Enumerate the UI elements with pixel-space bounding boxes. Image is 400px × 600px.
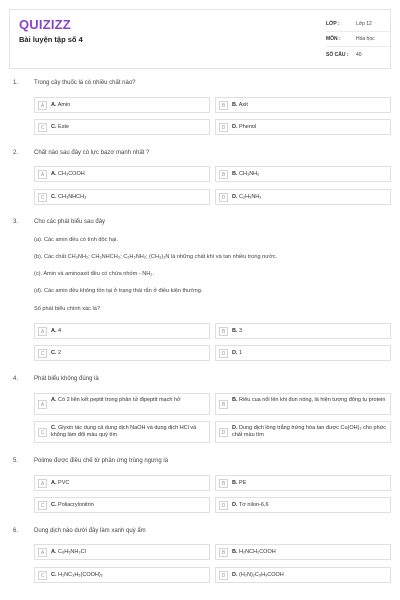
question-text: Chất nào sau đây có lực bazơ mạnh nhất ? (34, 150, 150, 156)
option-letter: A (38, 327, 47, 336)
option-text: D. (H₂N)₂C₅H₉COOH (232, 572, 284, 578)
q3-option-b[interactable] (215, 323, 391, 339)
option-letter: B (219, 170, 228, 179)
meta-row-question-count (326, 47, 390, 62)
option-text: D. Dung dịch lòng trắng trứng hòa tan được Cu(OH)₂ cho phức chất màu tím (232, 425, 387, 438)
option-text: A. CH₃COOH (51, 171, 85, 177)
option-text: D. Tơ nilon-6,6 (232, 502, 269, 508)
option-letter: B (219, 400, 228, 409)
option-letter: A (38, 101, 47, 110)
q3-option-d[interactable] (215, 345, 391, 361)
q1-option-a[interactable] (34, 97, 210, 113)
option-text: C. 2 (51, 350, 62, 356)
q6-option-a[interactable] (34, 544, 210, 560)
option-text: D. 1 (232, 350, 243, 356)
q2-option-b[interactable] (215, 166, 391, 182)
option-text: D. Phenol (232, 124, 257, 130)
worksheet-header (9, 9, 391, 69)
option-letter: A (38, 548, 47, 557)
option-letter: D (219, 123, 228, 132)
option-text: B. CH₃NH₂ (232, 171, 260, 177)
option-letter: A (38, 170, 47, 179)
question-text: Phát biểu không đúng là (34, 376, 99, 382)
question-number: 2. (13, 150, 19, 156)
q1-option-b[interactable] (215, 97, 391, 113)
option-text: B. H₂NCH₂COOH (232, 549, 276, 555)
option-letter: C (38, 349, 47, 358)
option-letter: B (219, 327, 228, 336)
option-letter: D (219, 571, 228, 580)
q1-option-c[interactable] (34, 119, 210, 135)
option-letter: A (38, 400, 47, 409)
worksheet-meta (326, 17, 390, 62)
q2-option-d[interactable] (215, 189, 391, 205)
option-text: A. Có 2 liên kết peptit trong phân tử đipeptit mạch hở (51, 397, 181, 403)
q3-option-c[interactable] (34, 345, 210, 361)
option-letter: C (38, 571, 47, 580)
q5-option-a[interactable] (34, 475, 210, 491)
question-number: 1. (13, 80, 19, 86)
option-letter: C (38, 193, 47, 202)
meta-value: Hóa học (356, 36, 375, 42)
question-number: 6. (13, 528, 19, 534)
option-text: B. PE (232, 480, 247, 486)
question-text: Dung dịch nào dưới đây làm xanh quỳ ẩm (34, 528, 146, 534)
q5-option-c[interactable] (34, 497, 210, 513)
meta-label: MÔN : (326, 36, 341, 42)
option-text: C. Glyxin tác dụng cả dung dịch NaOH và dung dịch HCl và không làm đổi màu quỳ tím (51, 425, 197, 438)
meta-row-subject (326, 32, 390, 47)
meta-label: SỐ CÂU : (326, 51, 349, 58)
statement-c: (c). Amin và aminoaxit đều có chứa nhóm - NH₂. (34, 271, 155, 277)
option-text: A. PVC (51, 480, 70, 486)
question-text: Polime được điều chế từ phản ứng trùng ngưng là (34, 458, 169, 464)
option-text: A. C₆H₅NH₃Cl (51, 549, 86, 555)
option-text: A. Amin (51, 102, 71, 108)
q4-option-d[interactable] (215, 421, 391, 443)
q2-option-c[interactable] (34, 189, 210, 205)
question-text: Trong cây thuốc lá có nhiều chất nào? (34, 80, 136, 86)
option-text: B. 3 (232, 328, 243, 334)
q6-option-d[interactable] (215, 567, 391, 583)
option-letter: C (38, 123, 47, 132)
q1-option-d[interactable] (215, 119, 391, 135)
q4-option-a[interactable] (34, 393, 210, 415)
option-letter: B (219, 101, 228, 110)
q6-option-b[interactable] (215, 544, 391, 560)
worksheet-title: Bài luyện tập số 4 (19, 35, 83, 44)
option-letter: C (38, 501, 47, 510)
quizizz-logo: QUIZIZZ (19, 17, 71, 32)
option-letter: B (219, 548, 228, 557)
option-text: C. Este (51, 124, 70, 130)
q3-option-a[interactable] (34, 323, 210, 339)
meta-row-class (326, 17, 390, 32)
option-text: B. Axit (232, 102, 248, 108)
statement-b: (b). Các chất CH₃NH₂; CH₃NHCH₃; C₂H₅NH₂; (CH₃)₃N là những chất khí và tan nhiều trong nước. (34, 254, 278, 260)
q6-option-c[interactable] (34, 567, 210, 583)
option-letter: D (219, 428, 228, 437)
q2-option-a[interactable] (34, 166, 210, 182)
option-letter: B (219, 479, 228, 488)
question-number: 3. (13, 219, 19, 225)
option-text: A. 4 (51, 328, 62, 334)
option-text: C. H₂NC₃H₅(COOH)₂ (51, 572, 103, 578)
option-text: D. C₂H₅NH₂ (232, 194, 262, 200)
option-letter: D (219, 501, 228, 510)
statement-d: (d). Các amin đều không tồn tại ở trạng thái rắn ở điều kiện thường. (34, 288, 203, 294)
q5-option-b[interactable] (215, 475, 391, 491)
meta-value: 40 (356, 51, 362, 58)
q4-option-c[interactable] (34, 421, 210, 443)
option-letter: D (219, 193, 228, 202)
question-prompt: Số phát biểu chính xác là? (34, 306, 100, 312)
option-letter: A (38, 479, 47, 488)
q4-option-b[interactable] (215, 393, 391, 415)
option-text: B. Riêu cua nổi lên khi đun nóng, là hiện tượng đông tụ protein (232, 397, 386, 403)
question-number: 5. (13, 458, 19, 464)
question-text: Cho các phát biểu sau đây (34, 219, 106, 225)
meta-value: Lớp 12 (356, 21, 372, 27)
statement-a: (a). Các amin đều có tính độc hại. (34, 237, 118, 243)
option-letter: D (219, 349, 228, 358)
meta-label: LỚP : (326, 21, 340, 27)
option-text: C. Poliacrylonitrin (51, 502, 94, 508)
q5-option-d[interactable] (215, 497, 391, 513)
option-text: C. CH₃NHCH₃ (51, 194, 87, 200)
question-number: 4. (13, 376, 19, 382)
option-letter: C (38, 428, 47, 437)
